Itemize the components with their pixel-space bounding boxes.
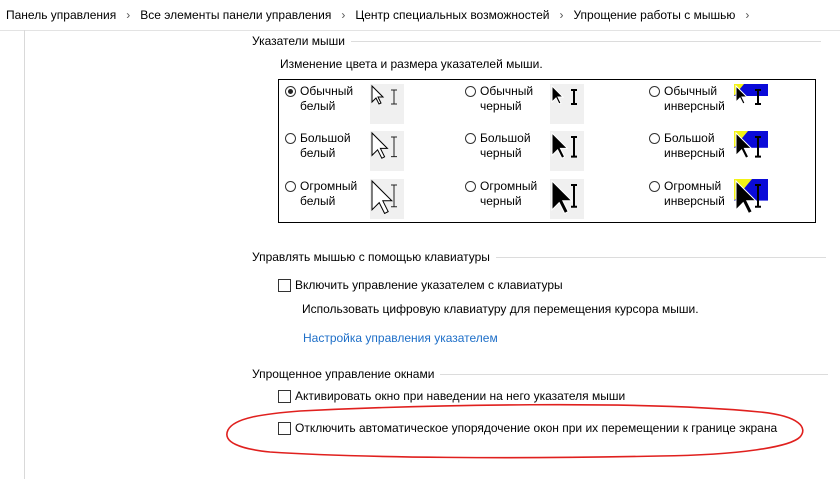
pointer-scheme-option[interactable] xyxy=(465,84,584,124)
pointer-preview-icon xyxy=(370,131,404,171)
breadcrumb-separator: › xyxy=(126,8,131,22)
pointer-preview-icon xyxy=(734,84,768,124)
breadcrumb xyxy=(0,0,840,30)
pointer-scheme-radio[interactable] xyxy=(285,133,296,144)
keyboard-mouse-title: Управлять мышью с помощью клавиатуры xyxy=(252,250,490,264)
pointer-scheme-radio[interactable] xyxy=(649,86,660,97)
group-rule xyxy=(351,41,821,42)
snap-disable-label[interactable]: Отключить автоматическое упорядочение окон при их перемещении к границе экрана xyxy=(295,421,778,435)
mouse-keys-description: Использовать цифровую клавиатуру для перемещения курсора мыши. xyxy=(302,302,699,316)
pointer-scheme-option[interactable] xyxy=(649,84,768,124)
mouse-keys-label[interactable]: Включить управление указателем с клавиатуры xyxy=(295,278,563,292)
pointer-scheme-label[interactable]: Большой инверсный xyxy=(664,131,725,160)
group-rule xyxy=(440,374,828,375)
pointer-scheme-radio[interactable] xyxy=(649,181,660,192)
pointer-preview-icon xyxy=(550,179,584,219)
pointer-scheme-option[interactable] xyxy=(465,179,584,219)
pointer-scheme-radio[interactable] xyxy=(285,86,296,97)
mouse-pointers-title: Указатели мыши xyxy=(252,34,345,48)
snap-disable-checkbox[interactable] xyxy=(278,422,291,435)
breadcrumb-item-all-items[interactable]: Все элементы панели управления xyxy=(140,8,332,22)
pointer-preview-icon xyxy=(370,84,404,124)
pointer-scheme-label[interactable]: Обычный черный xyxy=(480,84,534,113)
pointer-scheme-label[interactable]: Огромный белый xyxy=(300,179,358,208)
hover-activate-label[interactable]: Активировать окно при наведении на него указателя мыши xyxy=(295,389,626,403)
breadcrumb-separator: › xyxy=(559,8,564,22)
pointer-scheme-radio[interactable] xyxy=(465,133,476,144)
breadcrumb-item-mouse[interactable]: Упрощение работы с мышью xyxy=(573,8,736,22)
pointer-scheme-option[interactable] xyxy=(285,179,404,219)
pointer-scheme-option[interactable] xyxy=(649,131,768,171)
pointer-scheme-label[interactable]: Огромный черный xyxy=(480,179,538,208)
pointer-preview-icon xyxy=(370,179,404,219)
pointer-preview-icon xyxy=(550,84,584,124)
pointer-scheme-radio[interactable] xyxy=(465,86,476,97)
pointer-scheme-label[interactable]: Большой черный xyxy=(480,131,531,160)
pointer-preview-icon xyxy=(734,179,768,219)
window-management-title: Упрощенное управление окнами xyxy=(252,367,435,381)
pointer-scheme-label[interactable]: Обычный белый xyxy=(300,84,354,113)
breadcrumb-divider xyxy=(0,30,840,31)
mouse-keys-checkbox-row[interactable] xyxy=(278,278,563,292)
pointer-scheme-radio[interactable] xyxy=(285,181,296,192)
pointer-scheme-label[interactable]: Большой белый xyxy=(300,131,351,160)
left-pane-border xyxy=(24,30,25,479)
mouse-keys-settings-link[interactable]: Настройка управления указателем xyxy=(303,331,498,345)
breadcrumb-separator: › xyxy=(341,8,346,22)
pointer-preview-icon xyxy=(734,131,768,171)
pointer-scheme-option[interactable] xyxy=(285,131,404,171)
hover-activate-row[interactable] xyxy=(278,389,625,403)
pointer-scheme-box xyxy=(278,79,816,223)
pointer-preview-icon xyxy=(550,131,584,171)
mouse-pointers-group-title xyxy=(252,34,821,48)
group-rule xyxy=(496,257,826,258)
keyboard-mouse-group-title xyxy=(252,250,826,264)
pointer-scheme-label[interactable]: Огромный инверсный xyxy=(664,179,725,208)
pointer-scheme-radio[interactable] xyxy=(465,181,476,192)
pointer-scheme-option[interactable] xyxy=(285,84,404,124)
hover-activate-checkbox[interactable] xyxy=(278,390,291,403)
pointer-scheme-option[interactable] xyxy=(649,179,768,219)
breadcrumb-item-ease-of-access[interactable]: Центр специальных возможностей xyxy=(355,8,550,22)
mouse-keys-checkbox[interactable] xyxy=(278,279,291,292)
pointer-scheme-label[interactable]: Обычный инверсный xyxy=(664,84,725,113)
pointer-scheme-option[interactable] xyxy=(465,131,584,171)
mouse-pointers-description: Изменение цвета и размера указателей мыши. xyxy=(280,57,543,71)
pointer-scheme-radio[interactable] xyxy=(649,133,660,144)
window-management-group-title xyxy=(252,367,828,381)
breadcrumb-separator: › xyxy=(745,8,750,22)
snap-disable-row[interactable] xyxy=(278,421,777,435)
breadcrumb-item-control-panel[interactable]: Панель управления xyxy=(6,8,117,22)
